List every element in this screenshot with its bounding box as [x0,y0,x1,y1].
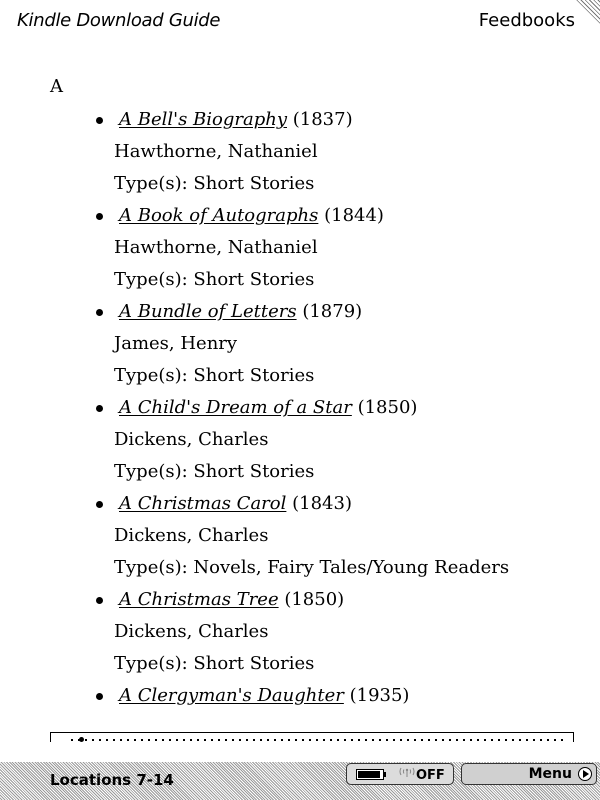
book-types: Type(s): Novels, Fairy Tales/Young Readers [114,557,510,578]
book-types: Type(s): Short Stories [114,173,315,194]
book-list [0,104,600,712]
book-types: Type(s): Short Stories [114,365,315,386]
book-title-link[interactable]: A Book of Autographs [119,205,319,226]
book-types: Type(s): Short Stories [114,653,315,674]
book-title-link[interactable]: A Bundle of Letters [119,301,297,322]
book-author: Hawthorne, Nathaniel [114,237,318,258]
book-types: Type(s): Short Stories [114,461,315,482]
bullet-icon [96,117,103,124]
book-author: Dickens, Charles [114,525,269,546]
book-year: (1837) [292,109,353,130]
menu-label: Menu [528,766,572,782]
book-entry [0,296,600,328]
book-entry [0,488,600,520]
wireless-icon [398,766,416,777]
book-entry [0,584,600,616]
book-title-link[interactable]: A Clergyman's Daughter [119,685,344,706]
reading-progress-bar [50,732,574,742]
bullet-icon [96,597,103,604]
battery-icon [356,769,384,780]
bullet-icon [96,213,103,220]
reader-header [0,0,600,44]
status-indicator [346,763,454,785]
progress-marker [79,737,84,742]
book-types: Type(s): Short Stories [114,269,315,290]
battery-level-fill [358,771,380,778]
menu-button[interactable] [461,763,597,785]
status-footer [0,762,600,800]
wireless-status-label: OFF [416,768,445,783]
book-entry [0,200,600,232]
book-entry [0,104,600,136]
book-year: (1935) [349,685,410,706]
bullet-icon [96,501,103,508]
book-entry [0,680,600,712]
book-title-link[interactable]: A Bell's Biography [119,109,287,130]
arrow-right-icon [578,767,592,781]
book-title-link[interactable]: A Child's Dream of a Star [119,397,352,418]
book-year: (1844) [324,205,384,226]
locations-indicator: Locations 7-14 [50,771,174,789]
bullet-icon [96,693,103,700]
book-author: Hawthorne, Nathaniel [114,141,318,162]
book-author: Dickens, Charles [114,429,269,450]
battery-tip [384,772,386,777]
section-letter: A [50,76,63,97]
bookmark-corner-icon[interactable] [576,0,600,24]
book-entry [0,392,600,424]
publisher-name: Feedbooks [478,10,575,31]
book-title-link[interactable]: A Christmas Carol [119,493,287,514]
bullet-icon [96,405,103,412]
book-year: (1879) [302,301,363,322]
book-year: (1843) [292,493,352,514]
book-author: James, Henry [114,333,238,354]
book-year: (1850) [357,397,418,418]
book-year: (1850) [284,589,345,610]
book-author: Dickens, Charles [114,621,269,642]
bullet-icon [96,309,103,316]
progress-dots [71,739,567,741]
book-title: Kindle Download Guide [17,10,221,31]
book-title-link[interactable]: A Christmas Tree [119,589,279,610]
